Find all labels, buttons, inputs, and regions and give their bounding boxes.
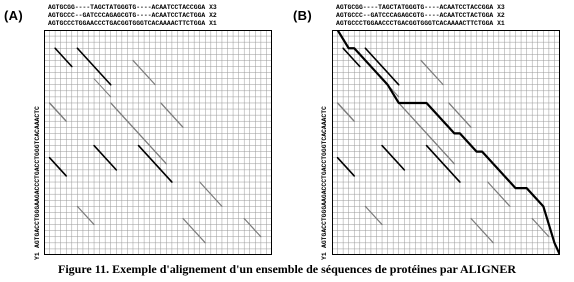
panel-a-side-sequence: AGTGACCTGGGAAGACCCTGACCTGGGTCACAAACTC [34,106,41,248]
match-diagonal [55,48,72,66]
matrix-border [45,31,272,255]
matrix-border [333,31,560,255]
match-diagonal [338,158,355,176]
panel-b-seq-x3: AGTGCGG----TAGCTATGGGTG----ACAATCCTACCGGA X3 [336,4,505,11]
match-diagonal [244,219,261,237]
panel-a-seq-x1: AGTGCCCTGGAACCCTGACGGTGGGTCACAAAACTTCTGGA X1 [48,20,217,28]
panel-b-side-tag: Y1 [321,252,328,260]
panel-a-seq-x2: AGTGCCC--GATCCCAGAGCGTG----ACAATCCTACTGGA X2 [48,12,217,20]
match-diagonal [50,103,67,121]
figure-caption: Figure 11. Exemple d'alignement d'un ensemble de séquences de protéines par ALIGNER [57,262,517,276]
panel-a-label: (A) [4,8,23,23]
match-diagonal [50,158,67,176]
panel-b-seq-x2: AGTGCCC--GATCCCAGAGCGTG----ACAATCCTACTGGA X2 [336,12,505,20]
panel-a-seq-x3: AGTGCGG----TAGCTATGGGTG----ACAATCCTACCGGA X3 [48,4,217,11]
panel-b-label: (B) [293,8,312,23]
panel-a-dot-matrix [44,30,272,255]
match-diagonal [532,219,549,237]
grid-lines [332,30,560,255]
panel-b-top-sequences [336,4,505,29]
panel-b-seq-x1: AGTGCCCTGGAACCCTGACGGTGGGTCACAAAACTTCTGGA X1 [336,20,505,28]
match-diagonal [365,206,382,224]
match-diagonal [77,206,94,224]
panel-a-side-tag: Y1 [34,252,41,260]
panel-a-top-sequences [48,4,217,29]
panel-b-dot-matrix [332,30,560,255]
match-diagonal [338,103,355,121]
panel-b-side-sequence: AGTGACCTGGGAAGACCCTGACCTGGGTCACAAACTC [321,106,328,248]
grid-lines [44,30,272,255]
